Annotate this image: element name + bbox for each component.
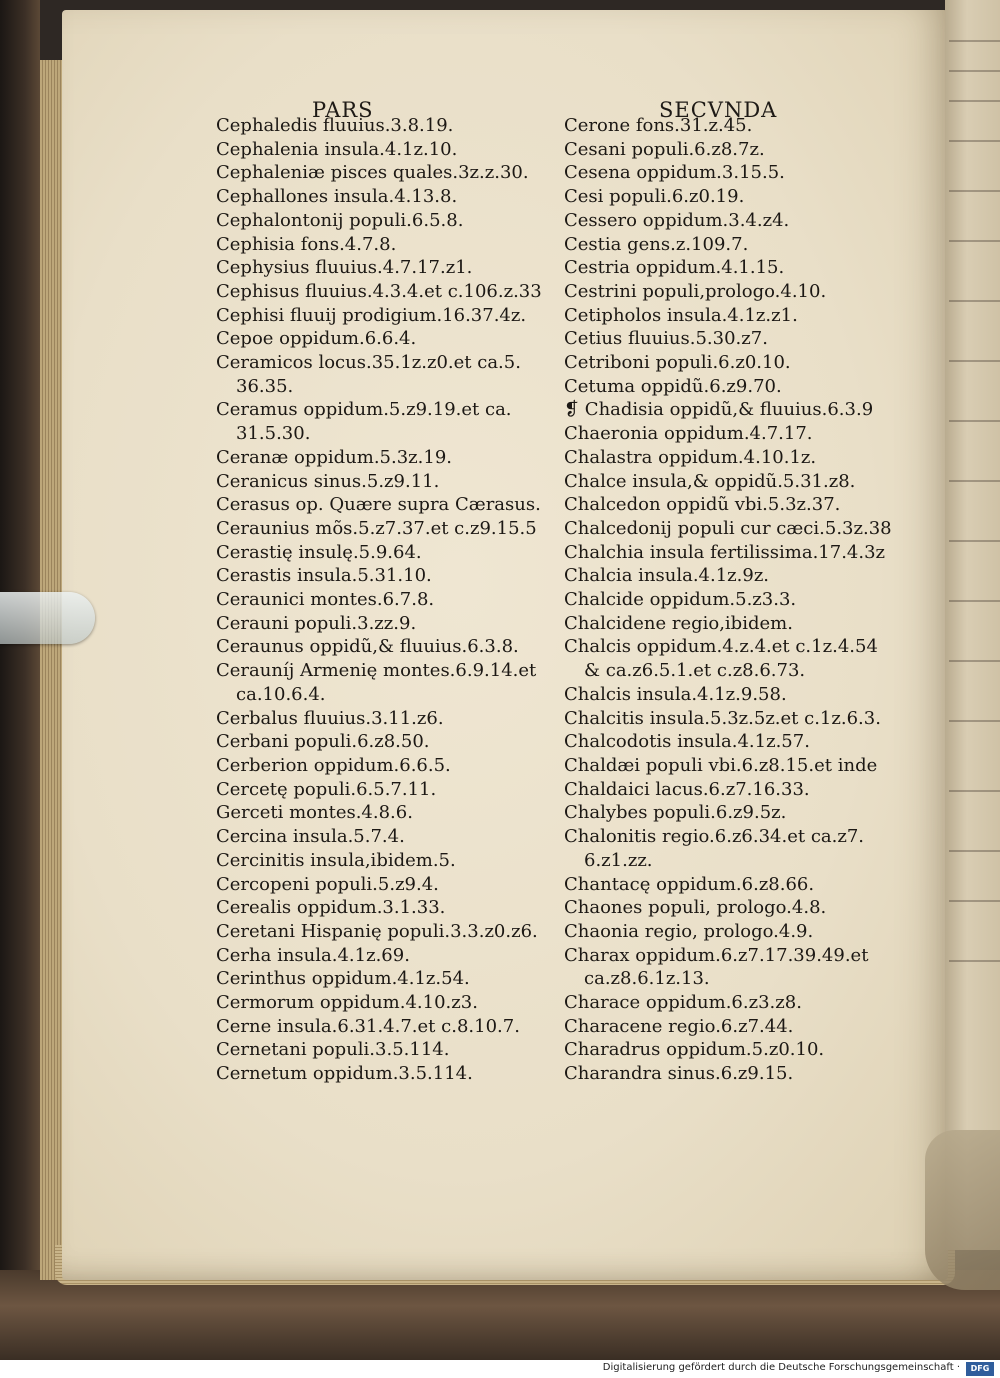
index-entry: Cerberion oppidum.6.6.5. [216, 754, 451, 776]
index-entry: Cephallones insula.4.13.8. [216, 186, 458, 208]
index-entry: Cerone fons.31.z.45. [564, 115, 753, 136]
running-header-left: PARS [312, 98, 374, 122]
index-entry: Chalcia insula.4.1z.9z. [564, 565, 770, 587]
index-entry: Chalcidene regio,ibidem. [564, 612, 793, 634]
index-entry: Cephysius fluuius.4.7.17.z1. [216, 257, 473, 279]
index-entry: Cestia gens.z.109.7. [564, 233, 749, 255]
index-entry: Chalcedonij populi cur cæci.5.3z.38 [564, 517, 892, 539]
index-entry: Charadrus oppidum.5.z0.10. [564, 1039, 825, 1061]
index-entry: Gerceti montes.4.8.6. [216, 802, 413, 824]
index-entry: Chaldaici lacus.6.z7.16.33. [564, 778, 810, 800]
index-entry: ❡ Chadisia oppidũ,& fluuius.6.3.9 [564, 399, 874, 421]
index-entry: Cernetum oppidum.3.5.114. [216, 1063, 473, 1085]
index-entry: Cephaledis fluuius.3.8.19. [216, 115, 454, 136]
index-entry: Cerasus op. Quære supra Cærasus. [216, 494, 541, 516]
index-entry: Cetius fluuius.5.30.z7. [564, 328, 768, 350]
index-entry: Chalonitis regio.6.z6.34.et ca.z7. [564, 826, 865, 848]
index-entry: Characene regio.6.z7.44. [564, 1015, 794, 1037]
index-entry: Cerne insula.6.31.4.7.et c.8.10.7. [216, 1015, 520, 1037]
index-entry: Cetipholos insula.4.1z.z1. [564, 304, 798, 326]
index-entry: Cessero oppidum.3.4.z4. [564, 209, 790, 231]
index-entry: Ceranæ oppidum.5.3z.19. [216, 446, 452, 468]
index-entry: Cephisi fluuij prodigium.16.37.4z. [216, 304, 527, 326]
index-entry: Chaonia regio, prologo.4.9. [564, 920, 814, 942]
index-entry: Chalce insula,& oppidũ.5.31.z8. [564, 470, 856, 492]
adjacent-page-edge [945, 0, 1000, 1250]
index-entry: Cesani populi.6.z8.7z. [564, 138, 765, 160]
index-entry: Chalastra oppidum.4.10.1z. [564, 446, 817, 468]
index-entry: ca.z8.6.1z.13. [584, 968, 710, 990]
index-entry: 6.z1.zz. [584, 849, 653, 871]
running-header-right: SECVNDA [659, 98, 778, 122]
index-entry: Ceramus oppidum.5.z9.19.et ca. [216, 399, 512, 421]
index-entry: Cercopeni populi.5.z9.4. [216, 873, 439, 895]
index-entry: Cermorum oppidum.4.10.z3. [216, 992, 478, 1014]
index-column-left [216, 114, 542, 1086]
index-entry: Cephalontonij populi.6.5.8. [216, 209, 464, 231]
index-entry: Ceraunus oppidũ,& fluuius.6.3.8. [216, 636, 519, 658]
index-entry: Cetuma oppidũ.6.z9.70. [564, 375, 782, 397]
index-entry: Chalchia insula fertilissima.17.4.3z [564, 541, 886, 563]
index-entry: Cestrini populi,prologo.4.10. [564, 280, 827, 302]
index-entry: Cerbani populi.6.z8.50. [216, 731, 430, 753]
index-entry: Cephalenia insula.4.1z.10. [216, 138, 458, 160]
index-entry: Chalcis insula.4.1z.9.58. [564, 683, 787, 705]
funding-credit: Digitalisierung gefördert durch die Deutsche Forschungsgemeinschaft · [602, 1362, 960, 1373]
index-entry: Charandra sinus.6.z9.15. [564, 1063, 794, 1085]
index-entry: Charace oppidum.6.z3.z8. [564, 992, 802, 1014]
index-entry: Chalcide oppidum.5.z3.3. [564, 589, 797, 611]
index-entry: Chantacę oppidum.6.z8.66. [564, 873, 815, 895]
index-entry: 31.5.30. [236, 423, 311, 445]
index-entry: Ceraunius mõs.5.z7.37.et c.z9.15.5 [216, 517, 537, 539]
index-entry: Cepoe oppidum.6.6.4. [216, 328, 417, 350]
index-entry: Cerinthus oppidum.4.1z.54. [216, 968, 470, 990]
index-entry: Cesena oppidum.3.15.5. [564, 162, 785, 184]
bookmark-clip [0, 592, 95, 644]
index-entry: Chalcedon oppidũ vbi.5.3z.37. [564, 494, 841, 516]
index-entry: Chalcodotis insula.4.1z.57. [564, 731, 810, 753]
index-entry: Cerastię insulę.5.9.64. [216, 541, 422, 563]
index-entry: Cephisus fluuius.4.3.4.et c.106.z.33 [216, 280, 542, 302]
index-entry: Cephaleniæ pisces quales.3z.z.30. [216, 162, 529, 184]
index-entry: Cephisia fons.4.7.8. [216, 233, 397, 255]
dfg-logo: DFG [966, 1362, 994, 1376]
index-entry: Chalybes populi.6.z9.5z. [564, 802, 787, 824]
index-column-right [564, 114, 892, 1086]
index-entry: Cerauníj Armenię montes.6.9.14.et [216, 660, 537, 682]
index-entry: Cerealis oppidum.3.1.33. [216, 897, 446, 919]
index-entry: Cerastis insula.5.31.10. [216, 565, 432, 587]
index-entry: Cetriboni populi.6.z0.10. [564, 352, 791, 374]
index-entry: & ca.z6.5.1.et c.z8.6.73. [584, 660, 806, 682]
index-entry: Cerauni populi.3.zz.9. [216, 612, 417, 634]
page-curl [925, 1130, 1000, 1290]
index-entry: Cernetani populi.3.5.114. [216, 1039, 450, 1061]
index-entry: Cerha insula.4.1z.69. [216, 944, 410, 966]
index-entry: Chalcitis insula.5.3z.5z.et c.1z.6.3. [564, 707, 881, 729]
index-entry: Cesi populi.6.z0.19. [564, 186, 745, 208]
index-entry: Ceretani Hispanię populi.3.3.z0.z6. [216, 920, 538, 942]
index-entry: Chalcis oppidum.4.z.4.et c.1z.4.54 [564, 636, 878, 658]
index-entry: Charax oppidum.6.z7.17.39.49.et [564, 944, 869, 966]
index-entry: Ceramicos locus.35.1z.z0.et ca.5. [216, 352, 521, 374]
index-entry: Cercinitis insula,ibidem.5. [216, 849, 456, 871]
index-entry: Chaldæi populi vbi.6.z8.15.et inde [564, 754, 878, 776]
index-entry: Ceraunici montes.6.7.8. [216, 589, 435, 611]
book-spine-edge [0, 0, 40, 1360]
index-entry: Cestria oppidum.4.1.15. [564, 257, 785, 279]
index-entry: 36.35. [236, 375, 294, 397]
footer-bar [0, 1360, 1000, 1378]
index-entry: ca.10.6.4. [236, 683, 326, 705]
index-entry: Ceranicus sinus.5.z9.11. [216, 470, 440, 492]
index-entry: Cercina insula.5.7.4. [216, 826, 405, 848]
index-entry: Cercetę populi.6.5.7.11. [216, 778, 437, 800]
index-entry: Chaones populi, prologo.4.8. [564, 897, 827, 919]
index-entry: Chaeronia oppidum.4.7.17. [564, 423, 813, 445]
index-entry: Cerbalus fluuius.3.11.z6. [216, 707, 444, 729]
